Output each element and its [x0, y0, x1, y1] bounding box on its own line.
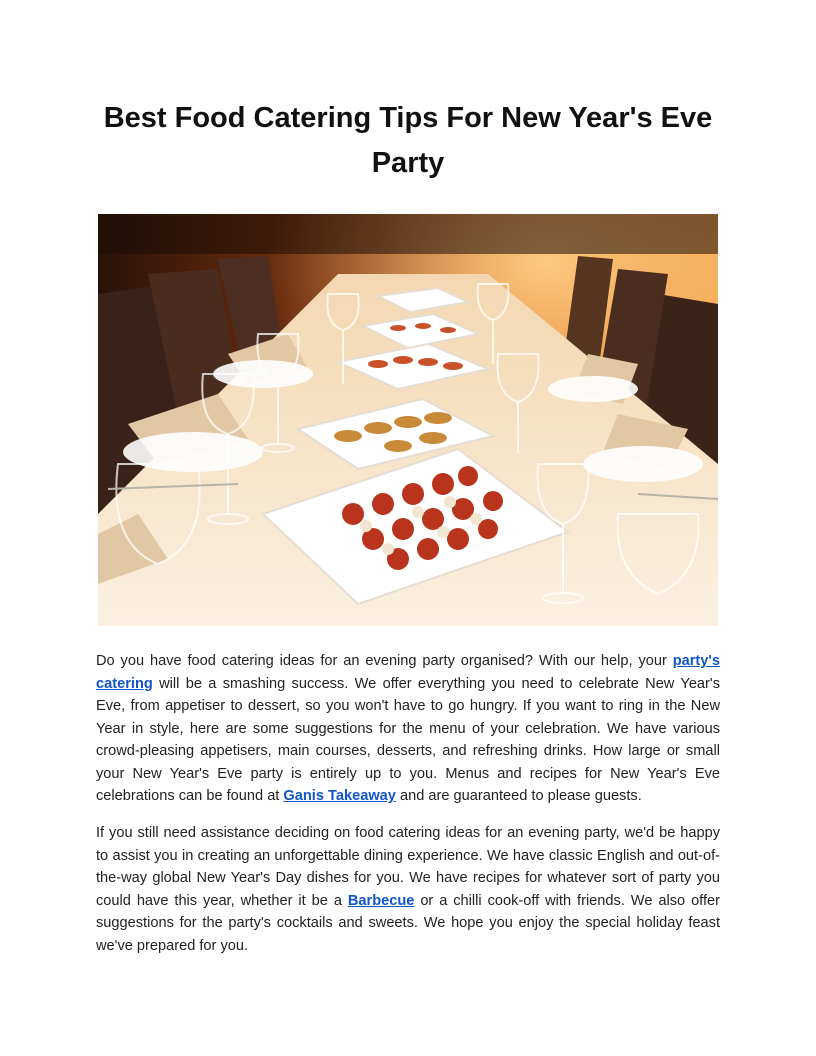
paragraph-text: will be a smashing success. We offer everything you need to celebrate New Year's Eve, from appetiser to dessert, so you won't have to go hungry. If you want to ring in the New Year in style, here are some suggestions for the menu of your celebration. We have various crowd-pleasing appetisers, main courses, desserts, and refreshing drinks. How large or small your New Year's Eve party is entirely up to you. Menus and recipes for New Year's Eve celebrations can be found at: [96, 675, 720, 804]
banquet-table-photo: [98, 214, 718, 626]
page-title: Best Food Catering Tips For New Year's Eve Party: [103, 102, 713, 179]
ganis-takeaway-link[interactable]: Ganis Takeaway: [283, 788, 396, 804]
paragraph-text: Do you have food catering ideas for an evening party organised? With our help, your: [96, 653, 673, 669]
paragraph-text: and are guaranteed to please guests.: [395, 788, 642, 804]
paragraph-text: If you still need assistance deciding on food catering ideas for an evening party, we'd be happy to assist you in creating an unforgettable dining experience. We have classic English and out-of-the-way global New Year's Day dishes for you. We have recipes for whatever sort of party you could have this year, whether it be a: [96, 825, 720, 909]
intro-paragraph: [96, 650, 720, 808]
barbecue-link[interactable]: Barbecue: [347, 892, 415, 909]
paragraph-text: or a chilli cook-off with friends. We also offer suggestions for the party's cocktails and sweets. We hope you enjoy the special holiday feast we've prepared for you.: [96, 892, 721, 954]
party-catering-link[interactable]: party's catering: [96, 653, 720, 692]
assistance-paragraph: [96, 822, 720, 957]
